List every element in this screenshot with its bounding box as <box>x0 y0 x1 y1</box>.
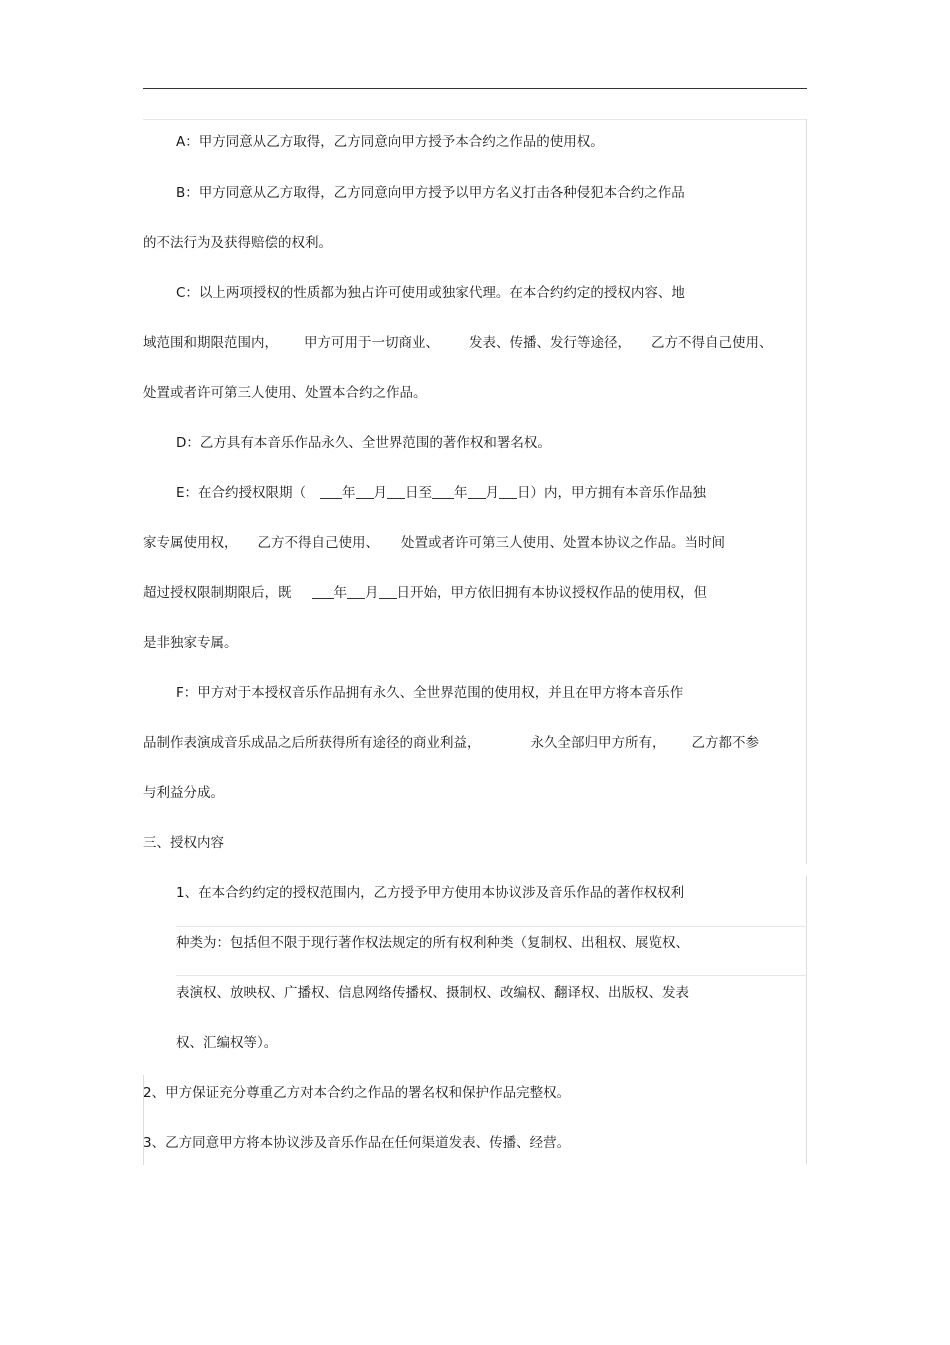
blank-field <box>312 584 334 599</box>
blank-field <box>356 484 374 499</box>
clause-c: C：以上两项授权的性质都为独占许可使用或独家代理。在本合约约定的授权内容、地 <box>176 285 685 301</box>
section-heading: 三、授权内容 <box>143 835 224 851</box>
item-1-cont: 种类为：包括但不限于现行著作权法规定的所有权利种类（复制权、出租权、展览权、 <box>176 935 689 951</box>
blank-field <box>387 484 405 499</box>
text-segment: 品制作表演成音乐成品之后所获得所有途径的商业利益， <box>143 735 481 751</box>
blank-field <box>347 584 365 599</box>
clause-f-cont: 与利益分成。 <box>143 785 224 801</box>
clause-f: F：甲方对于本授权音乐作品拥有永久、全世界范围的使用权，并且在甲方将本音乐作 <box>176 685 684 701</box>
clause-e-cont: 是非独家专属。 <box>143 635 238 651</box>
text-segment: 发表、传播、发行等途径， <box>469 335 631 351</box>
blank-field <box>320 484 342 499</box>
frame-right-border <box>806 119 807 864</box>
text-segment: 年 <box>333 585 347 601</box>
item-1-cont: 表演权、放映权、广播权、信息网络传播权、摄制权、改编权、翻译权、出版权、发表 <box>176 985 689 1001</box>
text-segment: 月 <box>373 485 388 501</box>
clause-d: D：乙方具有本音乐作品永久、全世界范围的著作权和署名权。 <box>176 435 551 451</box>
header-rule <box>143 88 807 89</box>
clause-b-cont: 的不法行为及获得赔偿的权利。 <box>143 235 332 251</box>
text-segment: 年 <box>342 485 356 501</box>
blank-field <box>432 484 454 499</box>
item-1: 1、在本合约约定的授权范围内，乙方授予甲方使用本协议涉及音乐作品的著作权权利 <box>176 885 685 901</box>
clause-c-cont: 处置或者许可第三人使用、处置本合约之作品。 <box>143 385 427 401</box>
text-segment: 日至 <box>405 485 433 501</box>
text-segment: 永久全部归甲方所有， <box>530 735 666 751</box>
clause-a: A：甲方同意从乙方取得，乙方同意向甲方授予本合约之作品的使用权。 <box>176 134 604 150</box>
frame-top-border <box>143 119 807 120</box>
text-segment: 域范围和期限范围内， <box>143 335 278 351</box>
frame-right-border-lower <box>806 876 807 1164</box>
clause-f-cont <box>143 734 759 752</box>
text-segment: 超过授权限制期限后，既 <box>143 585 292 601</box>
blank-field <box>468 484 486 499</box>
text-segment: 日开始，甲方依旧拥有本协议授权作品的使用权，但 <box>396 585 707 601</box>
text-segment: E：在合约授权限期（ <box>176 485 307 501</box>
item-2: 2、甲方保证充分尊重乙方对本合约之作品的署名权和保护作品完整权。 <box>143 1085 571 1101</box>
text-segment: 日）内，甲方拥有本音乐作品独 <box>517 485 707 501</box>
item-3: 3、乙方同意甲方将本协议涉及音乐作品在任何渠道发表、传播、经营。 <box>143 1135 571 1151</box>
blank-field <box>379 584 397 599</box>
row-divider <box>176 975 807 976</box>
text-segment: 乙方不得自己使用、 <box>651 335 773 351</box>
text-segment: 年 <box>454 485 468 501</box>
row-divider <box>176 926 807 927</box>
clause-e-cont <box>143 584 707 602</box>
item-1-cont: 权、汇编权等）。 <box>176 1035 278 1051</box>
text-segment: 甲方可用于一切商业、 <box>304 335 439 351</box>
text-segment: 处置或者许可第三人使用、处置本协议之作品。当时间 <box>401 535 725 551</box>
blank-field <box>499 484 517 499</box>
clause-e-cont <box>143 534 725 552</box>
text-segment: 月 <box>485 485 500 501</box>
text-segment: 月 <box>365 585 379 601</box>
clause-b: B：甲方同意从乙方取得，乙方同意向甲方授予以甲方名义打击各种侵犯本合约之作品 <box>176 185 685 201</box>
text-segment: 乙方不得自己使用、 <box>257 535 379 551</box>
text-segment: 乙方都不参 <box>691 735 759 751</box>
clause-e <box>176 484 706 502</box>
text-segment: 家专属使用权， <box>143 535 238 551</box>
clause-c-cont <box>143 334 773 352</box>
